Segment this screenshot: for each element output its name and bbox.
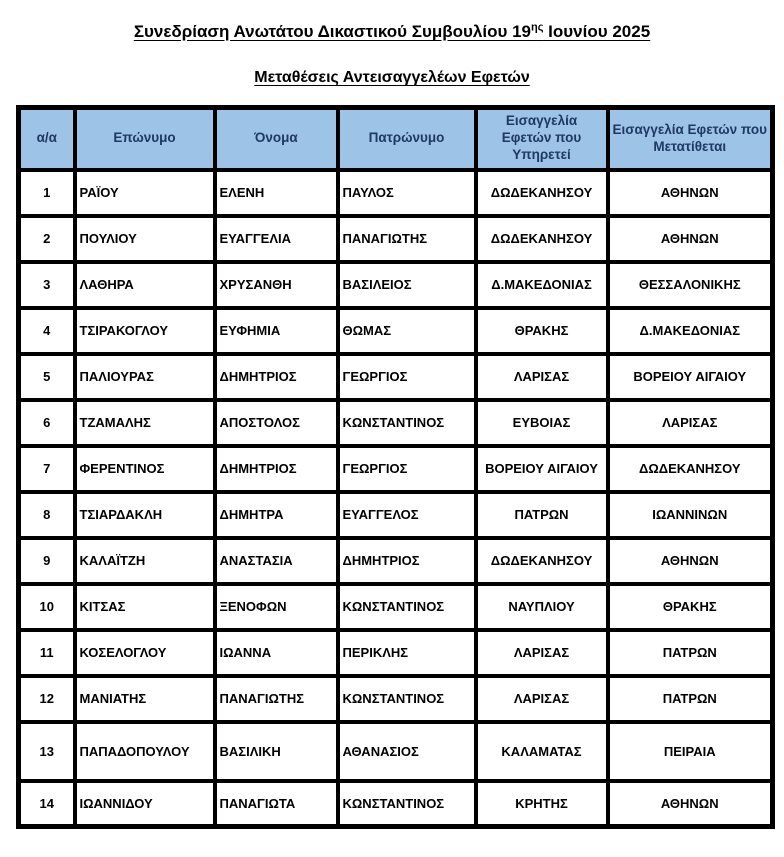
cell-surname: ΦΕΡΕΝΤΙΝΟΣ [75,446,215,492]
cell-firstname: ΞΕΝΟΦΩΝ [215,584,338,630]
cell-index: 1 [19,170,75,216]
cell-patronymic: ΔΗΜΗΤΡΙΟΣ [338,538,476,584]
table-body [19,170,773,827]
cell-serving: ΕΥΒΟΙΑΣ [476,400,608,446]
cell-transferred: ΛΑΡΙΣΑΣ [608,400,773,446]
title-superscript: ης [530,21,544,34]
cell-surname: ΤΣΙΡΑΚΟΓΛΟΥ [75,308,215,354]
table-row [19,446,773,492]
table-row [19,676,773,722]
cell-index: 11 [19,630,75,676]
cell-firstname: ΠΑΝΑΓΙΩΤΑ [215,781,338,827]
table-row [19,262,773,308]
header-row [19,108,773,170]
cell-transferred: ΠΑΤΡΩΝ [608,676,773,722]
cell-serving: ΚΑΛΑΜΑΤΑΣ [476,722,608,781]
cell-transferred: ΔΩΔΕΚΑΝΗΣΟΥ [608,446,773,492]
cell-transferred: ΘΡΑΚΗΣ [608,584,773,630]
cell-firstname: ΔΗΜΗΤΡΑ [215,492,338,538]
cell-index: 13 [19,722,75,781]
cell-transferred: Δ.ΜΑΚΕΔΟΝΙΑΣ [608,308,773,354]
cell-surname: ΙΩΑΝΝΙΔΟΥ [75,781,215,827]
cell-patronymic: ΓΕΩΡΓΙΟΣ [338,446,476,492]
col-header-firstname: Όνομα [215,108,338,170]
cell-index: 14 [19,781,75,827]
cell-firstname: ΑΝΑΣΤΑΣΙΑ [215,538,338,584]
cell-firstname: ΒΑΣΙΛΙΚΗ [215,722,338,781]
cell-patronymic: ΘΩΜΑΣ [338,308,476,354]
cell-firstname: ΔΗΜΗΤΡΙΟΣ [215,446,338,492]
cell-surname: ΡΑΪΟΥ [75,170,215,216]
cell-serving: ΒΟΡΕΙΟΥ ΑΙΓΑΙΟΥ [476,446,608,492]
cell-firstname: ΕΛΕΝΗ [215,170,338,216]
cell-surname: ΚΟΣΕΛΟΓΛΟΥ [75,630,215,676]
cell-firstname: ΑΠΟΣΤΟΛΟΣ [215,400,338,446]
cell-serving: ΝΑΥΠΛΙΟΥ [476,584,608,630]
page-subtitle: Μεταθέσεις Αντεισαγγελέων Εφετών [254,69,530,86]
table-row [19,492,773,538]
table-row [19,400,773,446]
cell-surname: ΚΙΤΣΑΣ [75,584,215,630]
col-header-serving-prosecution: Εισαγγελία Εφετών που Υπηρετεί [476,108,608,170]
cell-surname: ΚΑΛΑΪΤΖΗ [75,538,215,584]
cell-serving: ΔΩΔΕΚΑΝΗΣΟΥ [476,538,608,584]
col-header-transfer-prosecution: Εισαγγελία Εφετών που Μετατίθεται [608,108,773,170]
cell-transferred: ΒΟΡΕΙΟΥ ΑΙΓΑΙΟΥ [608,354,773,400]
transfers-table [16,105,775,829]
cell-transferred: ΘΕΣΣΑΛΟΝΙΚΗΣ [608,262,773,308]
cell-transferred: ΠΑΤΡΩΝ [608,630,773,676]
cell-transferred: ΑΘΗΝΩΝ [608,538,773,584]
cell-firstname: ΠΑΝΑΓΙΩΤΗΣ [215,676,338,722]
col-header-patronymic: Πατρώνυμο [338,108,476,170]
cell-firstname: ΕΥΑΓΓΕΛΙΑ [215,216,338,262]
table-header [19,108,773,170]
cell-index: 9 [19,538,75,584]
cell-serving: ΔΩΔΕΚΑΝΗΣΟΥ [476,170,608,216]
cell-serving: ΠΑΤΡΩΝ [476,492,608,538]
cell-transferred: ΑΘΗΝΩΝ [608,170,773,216]
cell-patronymic: ΚΩΝΣΤΑΝΤΙΝΟΣ [338,400,476,446]
cell-serving: Δ.ΜΑΚΕΔΟΝΙΑΣ [476,262,608,308]
cell-patronymic: ΕΥΑΓΓΕΛΟΣ [338,492,476,538]
cell-transferred: ΑΘΗΝΩΝ [608,781,773,827]
title-prefix: Συνεδρίαση Ανωτάτου Δικαστικού Συμβουλίου 19 [133,22,531,41]
cell-transferred: ΠΕΙΡΑΙΑ [608,722,773,781]
cell-surname: ΠΟΥΛΙΟΥ [75,216,215,262]
table-row [19,354,773,400]
cell-patronymic: ΠΕΡΙΚΛΗΣ [338,630,476,676]
cell-serving: ΚΡΗΤΗΣ [476,781,608,827]
cell-patronymic: ΚΩΝΣΤΑΝΤΙΝΟΣ [338,781,476,827]
cell-serving: ΔΩΔΕΚΑΝΗΣΟΥ [476,216,608,262]
cell-patronymic: ΠΑΥΛΟΣ [338,170,476,216]
cell-index: 8 [19,492,75,538]
col-header-surname: Επώνυμο [75,108,215,170]
cell-index: 12 [19,676,75,722]
table-row [19,781,773,827]
cell-patronymic: ΚΩΝΣΤΑΝΤΙΝΟΣ [338,584,476,630]
cell-index: 2 [19,216,75,262]
cell-patronymic: ΓΕΩΡΓΙΟΣ [338,354,476,400]
cell-patronymic: ΠΑΝΑΓΙΩΤΗΣ [338,216,476,262]
cell-index: 4 [19,308,75,354]
cell-transferred: ΙΩΑΝΝΙΝΩΝ [608,492,773,538]
table-row [19,308,773,354]
cell-surname: ΤΖΑΜΑΛΗΣ [75,400,215,446]
cell-firstname: ΧΡΥΣΑΝΘΗ [215,262,338,308]
cell-index: 5 [19,354,75,400]
cell-surname: ΠΑΛΙΟΥΡΑΣ [75,354,215,400]
cell-surname: ΜΑΝΙΑΤΗΣ [75,676,215,722]
cell-surname: ΤΣΙΑΡΔΑΚΛΗ [75,492,215,538]
col-header-index: α/α [19,108,75,170]
cell-firstname: ΕΥΦΗΜΙΑ [215,308,338,354]
cell-serving: ΘΡΑΚΗΣ [476,308,608,354]
cell-serving: ΛΑΡΙΣΑΣ [476,676,608,722]
cell-serving: ΛΑΡΙΣΑΣ [476,354,608,400]
table-row [19,584,773,630]
cell-patronymic: ΑΘΑΝΑΣΙΟΣ [338,722,476,781]
cell-patronymic: ΚΩΝΣΤΑΝΤΙΝΟΣ [338,676,476,722]
cell-surname: ΛΑΘΗΡΑ [75,262,215,308]
page-title [0,21,784,43]
table-row [19,170,773,216]
cell-index: 10 [19,584,75,630]
cell-index: 3 [19,262,75,308]
cell-index: 6 [19,400,75,446]
title-suffix: Ιουνίου 2025 [543,22,651,41]
cell-patronymic: ΒΑΣΙΛΕΙΟΣ [338,262,476,308]
cell-firstname: ΙΩΑΝΝΑ [215,630,338,676]
table-row [19,216,773,262]
cell-transferred: ΑΘΗΝΩΝ [608,216,773,262]
cell-firstname: ΔΗΜΗΤΡΙΟΣ [215,354,338,400]
table-row [19,538,773,584]
cell-serving: ΛΑΡΙΣΑΣ [476,630,608,676]
cell-surname: ΠΑΠΑΔΟΠΟΥΛΟΥ [75,722,215,781]
table-row [19,722,773,781]
cell-index: 7 [19,446,75,492]
table-row [19,630,773,676]
